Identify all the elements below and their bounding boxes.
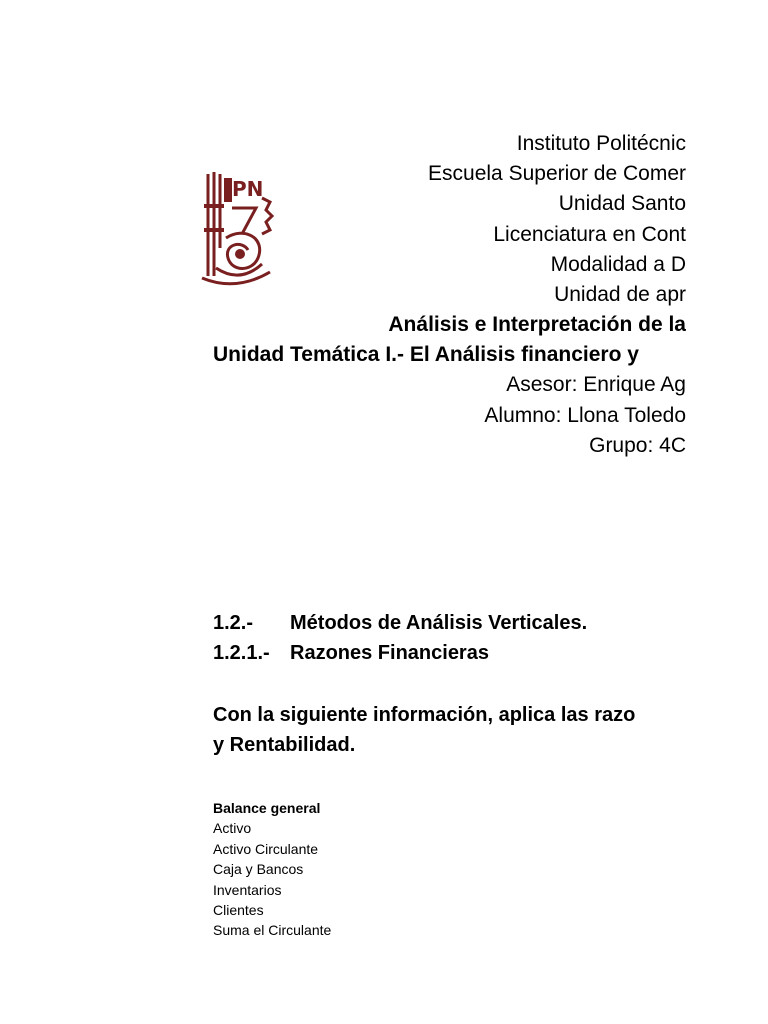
balance-row-activo: Activo xyxy=(213,820,252,837)
header-unit: Unidad Santo xyxy=(558,192,686,215)
section-methods-number: 1.2.- xyxy=(213,612,254,634)
section-ratios-label: Razones Financieras xyxy=(290,642,489,664)
instruction-line-1: Con la siguiente información, aplica las razo xyxy=(213,704,636,726)
header-school: Escuela Superior de Comer xyxy=(428,162,686,185)
balance-row-caja-bancos: Caja y Bancos xyxy=(213,861,304,878)
ipn-logo-lettering: IPN xyxy=(224,177,264,201)
header-student: Alumno: Llona Toledo xyxy=(484,404,686,427)
section-methods xyxy=(213,608,587,638)
balance-row-activo-circulante: Activo Circulante xyxy=(213,840,319,857)
header-thematic-unit: Unidad Temática I.- El Análisis financiero y xyxy=(213,343,639,366)
header-degree: Licenciatura en Cont xyxy=(493,223,686,246)
balance-title: Balance general xyxy=(213,800,321,816)
balance-sheet xyxy=(213,798,331,941)
section-ratios-number: 1.2.1.- xyxy=(213,642,270,664)
instruction-line-2: y Rentabilidad. xyxy=(213,734,356,756)
header-group: Grupo: 4C xyxy=(589,434,686,457)
header-modality: Modalidad a D xyxy=(550,253,686,276)
balance-row-clientes: Clientes xyxy=(213,902,264,919)
balance-row-suma-circulante: Suma el Circulante xyxy=(213,922,332,939)
ipn-logo xyxy=(196,168,276,292)
header-advisor: Asesor: Enrique Ag xyxy=(506,373,686,396)
section-methods-label: Métodos de Análisis Verticales. xyxy=(290,612,588,634)
section-ratios xyxy=(213,638,489,668)
header-institute: Instituto Politécnic xyxy=(516,132,686,155)
header-learning-unit: Unidad de apr xyxy=(554,283,686,306)
header-course-title: Análisis e Interpretación de la xyxy=(388,313,686,336)
balance-row-inventarios: Inventarios xyxy=(213,881,282,898)
